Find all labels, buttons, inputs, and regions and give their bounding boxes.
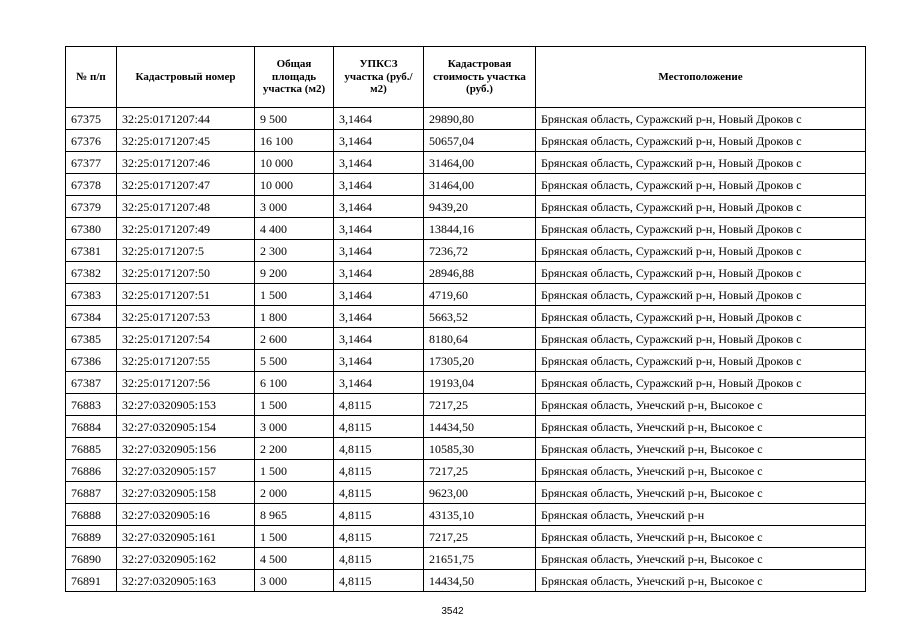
cell-upksz: 4,8115 <box>334 460 424 482</box>
cell-upksz: 4,8115 <box>334 504 424 526</box>
table-row <box>66 240 866 262</box>
cell-cadastral-cost: 29890,80 <box>424 108 536 130</box>
table-row <box>66 306 866 328</box>
header-cadastral-number: Кадастровый номер <box>117 47 255 108</box>
cell-cadastral-cost: 7236,72 <box>424 240 536 262</box>
cell-location: Брянская область, Суражский р-н, Новый Дроков с <box>536 108 866 130</box>
cell-area: 2 300 <box>255 240 334 262</box>
cell-num: 76883 <box>66 394 117 416</box>
cell-area: 2 600 <box>255 328 334 350</box>
cell-cadastral-cost: 4719,60 <box>424 284 536 306</box>
cell-upksz: 3,1464 <box>334 284 424 306</box>
cell-area: 1 500 <box>255 394 334 416</box>
cell-area: 4 400 <box>255 218 334 240</box>
cell-cadastral-number: 32:27:0320905:163 <box>117 570 255 592</box>
table-row <box>66 218 866 240</box>
table-row <box>66 438 866 460</box>
cell-location: Брянская область, Суражский р-н, Новый Дроков с <box>536 372 866 394</box>
cell-num: 76890 <box>66 548 117 570</box>
cell-upksz: 4,8115 <box>334 416 424 438</box>
table-header-row <box>66 47 866 108</box>
cell-cadastral-cost: 21651,75 <box>424 548 536 570</box>
cell-cadastral-cost: 43135,10 <box>424 504 536 526</box>
cell-upksz: 3,1464 <box>334 372 424 394</box>
cell-location: Брянская область, Унечский р-н, Высокое с <box>536 570 866 592</box>
cell-area: 4 500 <box>255 548 334 570</box>
table-row <box>66 416 866 438</box>
cell-num: 67378 <box>66 174 117 196</box>
cell-num: 67379 <box>66 196 117 218</box>
cell-area: 5 500 <box>255 350 334 372</box>
cell-upksz: 4,8115 <box>334 438 424 460</box>
cell-cadastral-number: 32:25:0171207:50 <box>117 262 255 284</box>
table-row <box>66 284 866 306</box>
cell-num: 67382 <box>66 262 117 284</box>
cell-area: 9 500 <box>255 108 334 130</box>
page-number: 3542 <box>441 606 464 617</box>
cell-num: 67377 <box>66 152 117 174</box>
cell-upksz: 3,1464 <box>334 240 424 262</box>
cell-cadastral-number: 32:27:0320905:154 <box>117 416 255 438</box>
cell-cadastral-number: 32:27:0320905:158 <box>117 482 255 504</box>
cell-area: 2 000 <box>255 482 334 504</box>
table-row <box>66 130 866 152</box>
cell-num: 76886 <box>66 460 117 482</box>
cell-num: 67376 <box>66 130 117 152</box>
cell-upksz: 4,8115 <box>334 482 424 504</box>
cell-location: Брянская область, Суражский р-н, Новый Дроков с <box>536 306 866 328</box>
header-num: № п/п <box>66 47 117 108</box>
cell-num: 67386 <box>66 350 117 372</box>
cell-area: 1 500 <box>255 460 334 482</box>
cell-upksz: 3,1464 <box>334 306 424 328</box>
cell-location: Брянская область, Унечский р-н, Высокое с <box>536 460 866 482</box>
cell-cadastral-number: 32:25:0171207:47 <box>117 174 255 196</box>
cell-upksz: 4,8115 <box>334 570 424 592</box>
table-row <box>66 460 866 482</box>
cell-location: Брянская область, Унечский р-н, Высокое с <box>536 548 866 570</box>
cell-area: 10 000 <box>255 152 334 174</box>
cell-cadastral-cost: 13844,16 <box>424 218 536 240</box>
cell-location: Брянская область, Унечский р-н, Высокое с <box>536 526 866 548</box>
cell-area: 10 000 <box>255 174 334 196</box>
cell-cadastral-number: 32:25:0171207:51 <box>117 284 255 306</box>
cell-cadastral-number: 32:25:0171207:44 <box>117 108 255 130</box>
cell-cadastral-number: 32:25:0171207:55 <box>117 350 255 372</box>
cell-num: 76889 <box>66 526 117 548</box>
header-location: Местоположение <box>536 47 866 108</box>
cell-location: Брянская область, Суражский р-н, Новый Дроков с <box>536 328 866 350</box>
cell-upksz: 3,1464 <box>334 174 424 196</box>
cell-cadastral-cost: 17305,20 <box>424 350 536 372</box>
cell-location: Брянская область, Суражский р-н, Новый Дроков с <box>536 284 866 306</box>
cell-location: Брянская область, Унечский р-н <box>536 504 866 526</box>
cell-cadastral-cost: 14434,50 <box>424 570 536 592</box>
cell-num: 67380 <box>66 218 117 240</box>
table-row <box>66 196 866 218</box>
cell-location: Брянская область, Суражский р-н, Новый Дроков с <box>536 152 866 174</box>
cell-area: 3 000 <box>255 196 334 218</box>
table-row <box>66 174 866 196</box>
cell-location: Брянская область, Унечский р-н, Высокое с <box>536 482 866 504</box>
cell-cadastral-number: 32:25:0171207:48 <box>117 196 255 218</box>
cell-cadastral-cost: 50657,04 <box>424 130 536 152</box>
cell-location: Брянская область, Унечский р-н, Высокое с <box>536 416 866 438</box>
cell-upksz: 3,1464 <box>334 262 424 284</box>
table-row <box>66 328 866 350</box>
table-row <box>66 482 866 504</box>
cell-upksz: 3,1464 <box>334 328 424 350</box>
cell-num: 76885 <box>66 438 117 460</box>
cell-area: 1 500 <box>255 284 334 306</box>
table-row <box>66 108 866 130</box>
cell-cadastral-number: 32:25:0171207:49 <box>117 218 255 240</box>
header-cadastral-cost: Кадастровая стоимость участка (руб.) <box>424 47 536 108</box>
cell-num: 67385 <box>66 328 117 350</box>
cell-location: Брянская область, Унечский р-н, Высокое с <box>536 394 866 416</box>
cell-upksz: 3,1464 <box>334 108 424 130</box>
cell-cadastral-cost: 7217,25 <box>424 460 536 482</box>
cell-location: Брянская область, Суражский р-н, Новый Дроков с <box>536 218 866 240</box>
cell-location: Брянская область, Суражский р-н, Новый Дроков с <box>536 240 866 262</box>
cadastral-table <box>65 46 866 592</box>
cell-area: 6 100 <box>255 372 334 394</box>
cell-area: 1 800 <box>255 306 334 328</box>
table-row <box>66 350 866 372</box>
cell-location: Брянская область, Суражский р-н, Новый Дроков с <box>536 174 866 196</box>
cell-location: Брянская область, Унечский р-н, Высокое с <box>536 438 866 460</box>
cell-cadastral-number: 32:27:0320905:162 <box>117 548 255 570</box>
cell-area: 8 965 <box>255 504 334 526</box>
table-row <box>66 570 866 592</box>
table-row <box>66 548 866 570</box>
cell-location: Брянская область, Суражский р-н, Новый Дроков с <box>536 130 866 152</box>
table-row <box>66 262 866 284</box>
cell-num: 76891 <box>66 570 117 592</box>
cell-area: 2 200 <box>255 438 334 460</box>
header-area: Общая площадь участка (м2) <box>255 47 334 108</box>
cell-area: 3 000 <box>255 416 334 438</box>
cell-cadastral-number: 32:27:0320905:157 <box>117 460 255 482</box>
cell-cadastral-number: 32:27:0320905:156 <box>117 438 255 460</box>
table-row <box>66 394 866 416</box>
cell-num: 67375 <box>66 108 117 130</box>
cell-cadastral-cost: 5663,52 <box>424 306 536 328</box>
table-row <box>66 152 866 174</box>
cell-cadastral-number: 32:25:0171207:5 <box>117 240 255 262</box>
cell-upksz: 3,1464 <box>334 350 424 372</box>
cell-cadastral-number: 32:25:0171207:53 <box>117 306 255 328</box>
table-row <box>66 526 866 548</box>
cell-cadastral-cost: 7217,25 <box>424 526 536 548</box>
cell-num: 67384 <box>66 306 117 328</box>
cell-cadastral-cost: 31464,00 <box>424 174 536 196</box>
cell-area: 16 100 <box>255 130 334 152</box>
cell-cadastral-number: 32:25:0171207:54 <box>117 328 255 350</box>
cell-upksz: 4,8115 <box>334 394 424 416</box>
cell-num: 67381 <box>66 240 117 262</box>
cell-cadastral-number: 32:25:0171207:45 <box>117 130 255 152</box>
cell-location: Брянская область, Суражский р-н, Новый Дроков с <box>536 196 866 218</box>
cell-cadastral-number: 32:27:0320905:16 <box>117 504 255 526</box>
cell-cadastral-cost: 9439,20 <box>424 196 536 218</box>
cell-cadastral-cost: 10585,30 <box>424 438 536 460</box>
cell-num: 76888 <box>66 504 117 526</box>
cell-cadastral-number: 32:27:0320905:153 <box>117 394 255 416</box>
cell-location: Брянская область, Суражский р-н, Новый Дроков с <box>536 262 866 284</box>
cell-area: 1 500 <box>255 526 334 548</box>
cell-cadastral-cost: 31464,00 <box>424 152 536 174</box>
cell-cadastral-cost: 9623,00 <box>424 482 536 504</box>
cell-cadastral-cost: 19193,04 <box>424 372 536 394</box>
cell-num: 67387 <box>66 372 117 394</box>
cell-num: 76884 <box>66 416 117 438</box>
cell-cadastral-cost: 14434,50 <box>424 416 536 438</box>
table-row <box>66 504 866 526</box>
cell-cadastral-cost: 28946,88 <box>424 262 536 284</box>
cell-num: 76887 <box>66 482 117 504</box>
cell-upksz: 3,1464 <box>334 130 424 152</box>
cell-upksz: 3,1464 <box>334 218 424 240</box>
cell-upksz: 3,1464 <box>334 196 424 218</box>
header-upksz: УПКСЗ участка (руб./м2) <box>334 47 424 108</box>
cell-cadastral-number: 32:27:0320905:161 <box>117 526 255 548</box>
cell-area: 3 000 <box>255 570 334 592</box>
cell-num: 67383 <box>66 284 117 306</box>
cell-upksz: 3,1464 <box>334 152 424 174</box>
cell-upksz: 4,8115 <box>334 526 424 548</box>
table-row <box>66 372 866 394</box>
cell-area: 9 200 <box>255 262 334 284</box>
cell-cadastral-number: 32:25:0171207:56 <box>117 372 255 394</box>
cell-cadastral-cost: 8180,64 <box>424 328 536 350</box>
cell-upksz: 4,8115 <box>334 548 424 570</box>
cell-cadastral-number: 32:25:0171207:46 <box>117 152 255 174</box>
cell-location: Брянская область, Суражский р-н, Новый Дроков с <box>536 350 866 372</box>
table-body <box>66 108 866 592</box>
cell-cadastral-cost: 7217,25 <box>424 394 536 416</box>
